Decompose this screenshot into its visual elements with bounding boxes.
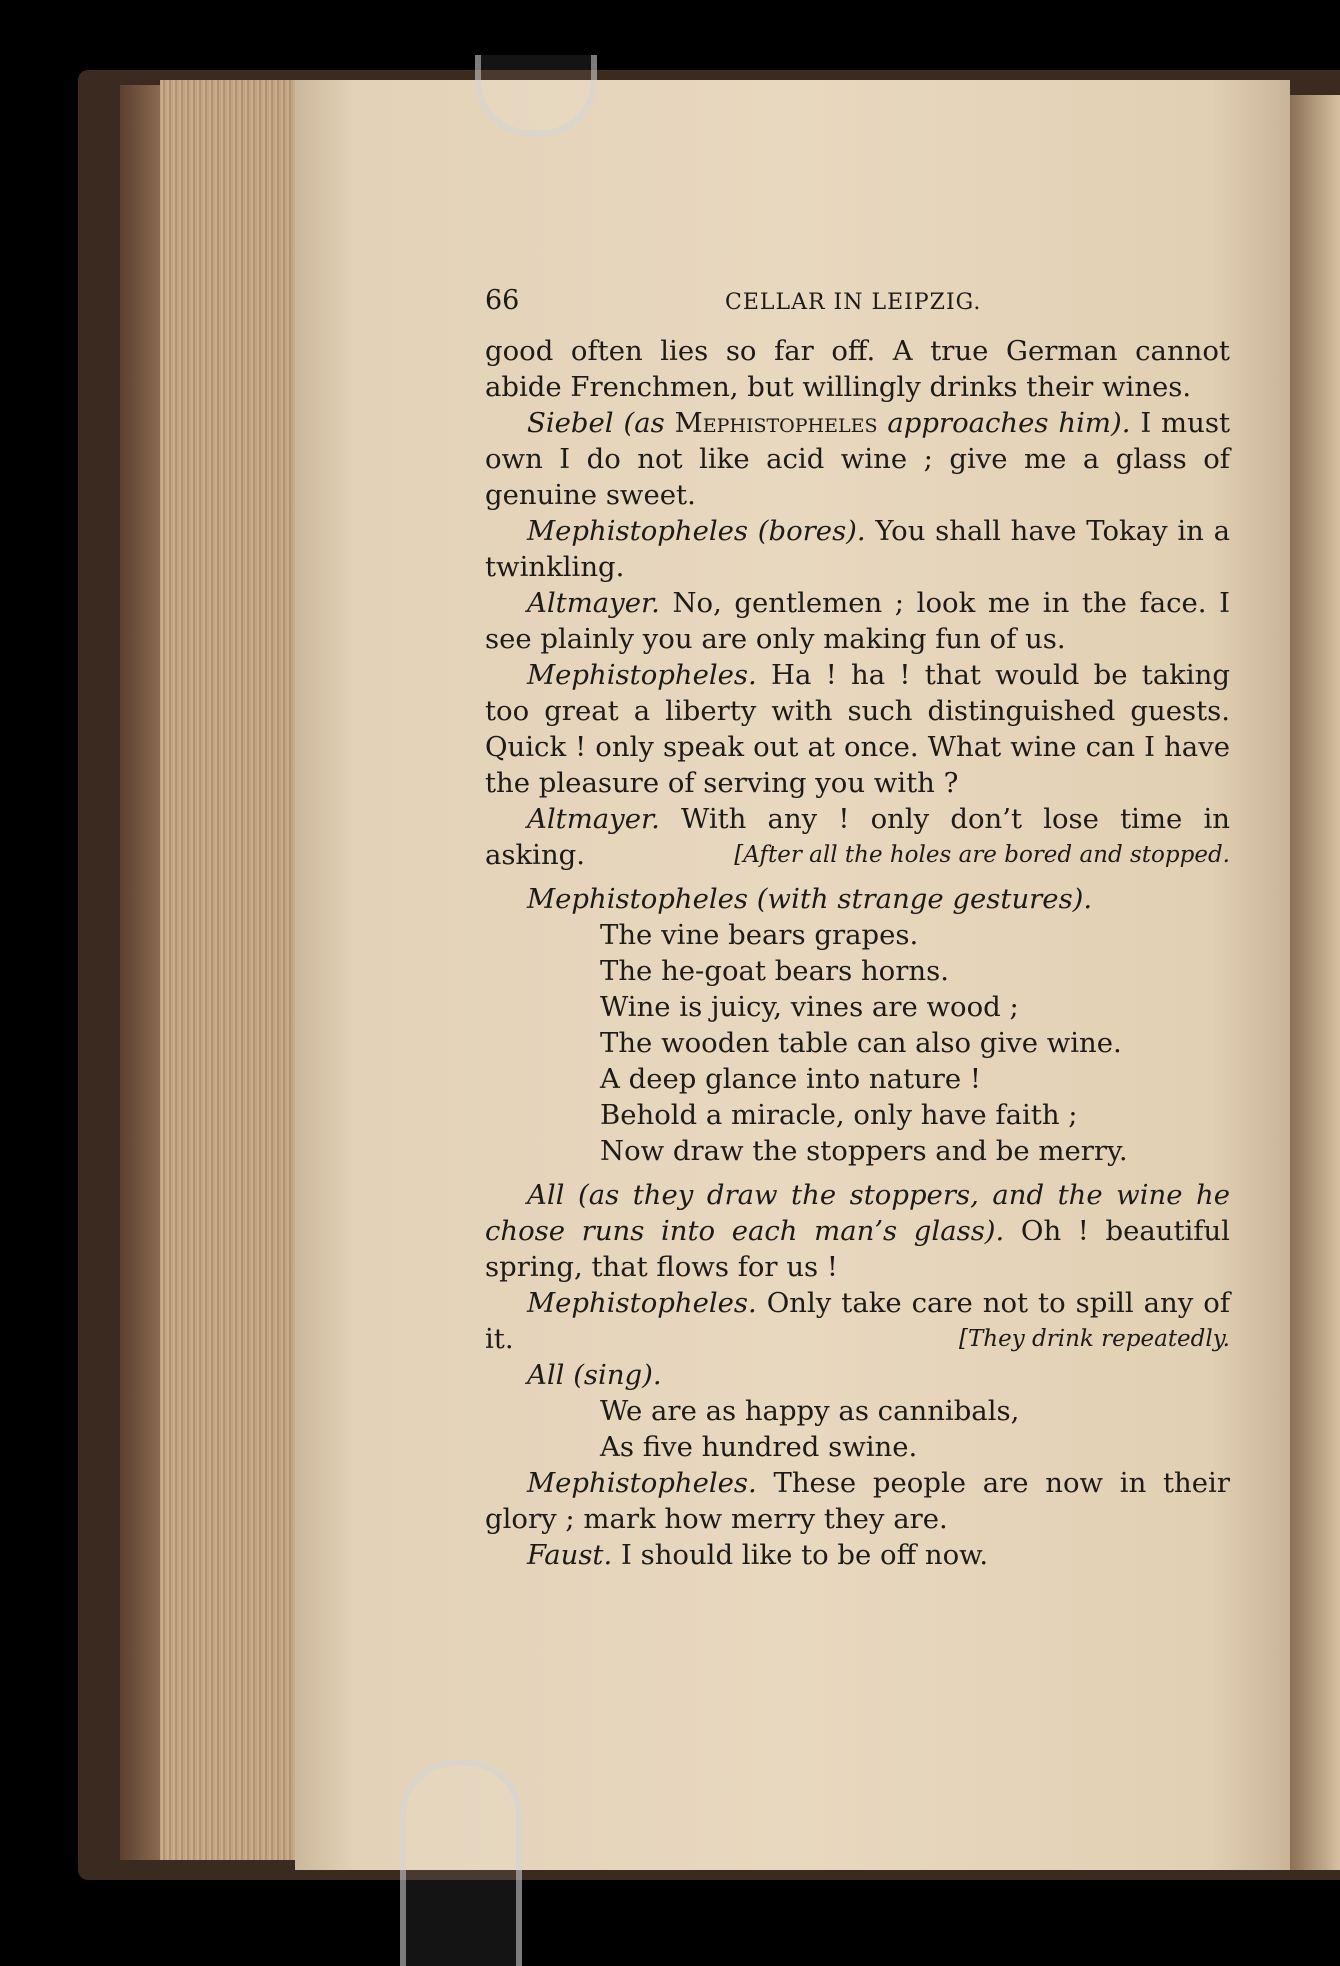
stage-direction: (sing). — [573, 1359, 662, 1391]
speaker-name: Siebel — [527, 407, 614, 439]
stage-direction: (as they draw the stoppers, and the wine he chose runs into each man’s glass). — [485, 1179, 1230, 1247]
stage-direction-open: (as — [623, 407, 675, 439]
verse-line: Wine is juicy, vines are wood ; — [600, 991, 1019, 1023]
verse-line: We are as happy as cannibals, — [600, 1395, 1020, 1427]
speaker-name: All — [527, 1359, 565, 1391]
speaker-name: Altmayer. — [527, 803, 660, 835]
song-verse — [485, 917, 1230, 1169]
speech-faust — [485, 1537, 1230, 1573]
verse-line: A deep glance into nature ! — [600, 1063, 981, 1095]
speech-text: Oh ! beautiful spring, that flows for us ! — [485, 1215, 1230, 1283]
song-verse — [485, 1393, 1230, 1465]
speaker-name: Mephistopheles — [527, 515, 749, 547]
speaker-name: Mephistopheles. — [527, 1467, 757, 1499]
speech-altmayer — [485, 585, 1230, 657]
page-edges — [160, 80, 295, 1860]
speech-mephistopheles — [485, 513, 1230, 585]
page-header — [485, 283, 1230, 323]
speech-text: Only take care not to spill any of it. — [485, 1287, 1230, 1355]
stage-direction-rest: approaches him). — [877, 407, 1131, 439]
speaker-name: Altmayer. — [527, 587, 660, 619]
verse-line: Behold a miracle, only have faith ; — [600, 1099, 1078, 1131]
speech-mephistopheles — [485, 881, 1230, 917]
verse-line: The he-goat bears horns. — [600, 955, 949, 987]
speech-text: No, gentlemen ; look me in the face. I see plainly you are only making fun of us. — [485, 587, 1230, 655]
facing-page-edge — [1290, 95, 1340, 1870]
page-text — [485, 283, 1230, 1573]
speech-all — [485, 1177, 1230, 1285]
speech-mephistopheles — [485, 1285, 1230, 1357]
speech-text: I must own I do not like acid wine ; give me a glass of genuine sweet. — [485, 407, 1230, 511]
speech-text: Ha ! ha ! that would be taking too great a liberty with such distinguished guests. Quick ! only speak out at once. What wine can I have the pleasure of serving you with ? — [485, 659, 1230, 799]
speech-mephistopheles — [485, 657, 1230, 801]
verse-line: Now draw the stoppers and be merry. — [600, 1135, 1128, 1167]
page-clip-bottom — [400, 1760, 522, 1966]
stage-direction: [They drink repeatedly. — [958, 1326, 1230, 1352]
speech-all — [485, 1357, 1230, 1393]
speech-text: These people are now in their glory ; mark how merry they are. — [485, 1467, 1230, 1535]
running-head: CELLAR IN LEIPZIG. — [725, 290, 982, 315]
verse-line: The vine bears grapes. — [600, 919, 919, 951]
stage-direction-name: Mephistopheles — [674, 407, 878, 439]
speech-text: You shall have Tokay in a twinkling. — [485, 515, 1230, 583]
page-number: 66 — [485, 285, 520, 316]
book-spine-edge — [120, 85, 160, 1860]
stage-direction: [After all the holes are bored and stopped. — [734, 842, 1230, 868]
speaker-name: Mephistopheles. — [527, 659, 757, 691]
verse-line: The wooden table can also give wine. — [600, 1027, 1122, 1059]
speech-mephistopheles — [485, 1465, 1230, 1537]
verse-line: As five hundred swine. — [600, 1431, 918, 1463]
stage-direction: (bores). — [757, 515, 866, 547]
paragraph: good often lies so far off. A true German cannot abide Frenchmen, but willingly drinks their wines. — [485, 335, 1230, 403]
speech-siebel — [485, 405, 1230, 513]
speech-text: I should like to be off now. — [612, 1539, 989, 1571]
speaker-name: Mephistopheles — [527, 883, 749, 915]
speech-text: With any ! only don’t lose time in asking. — [485, 803, 1230, 871]
stage-direction: (with strange gestures). — [756, 883, 1093, 915]
speaker-name: All — [527, 1179, 565, 1211]
speaker-name: Faust. — [527, 1539, 613, 1571]
speaker-name: Mephistopheles. — [527, 1287, 757, 1319]
speech-altmayer — [485, 801, 1230, 873]
